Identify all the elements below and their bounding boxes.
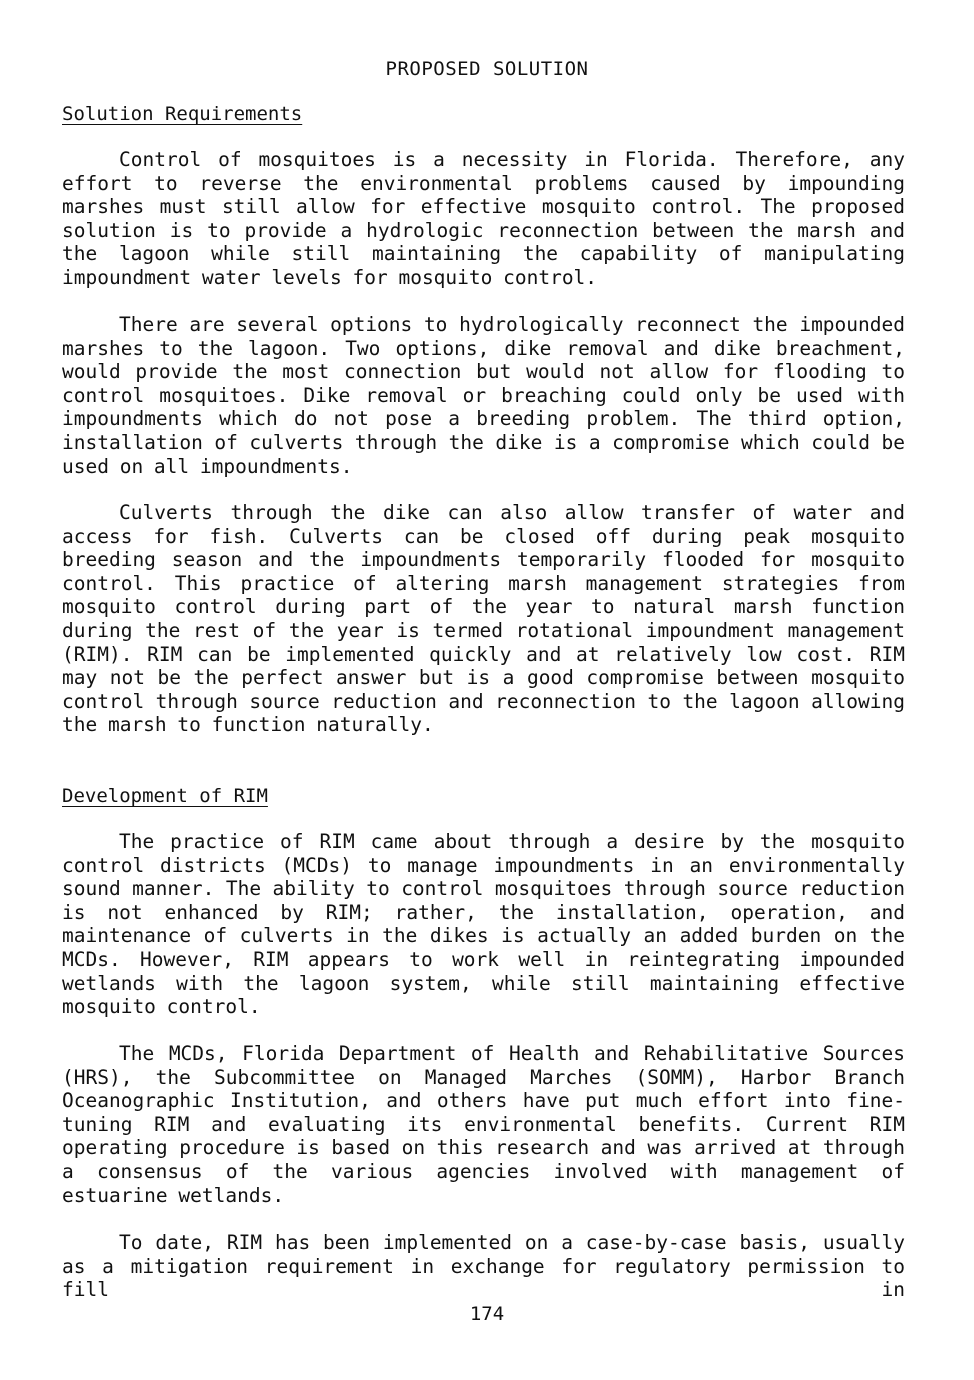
section-heading-solution-requirements: Solution Requirements <box>62 103 303 125</box>
page-title: PROPOSED SOLUTION <box>385 58 589 80</box>
paragraph: The practice of RIM came about through a desire by the mosquito control districts (MCDs) to manage impoundments in an environmentally sound manner. The ability to control mosquitoes through source reduction is not enhanced by RIM; rather, the installation, operation, and maintenance of culverts in the dikes is actually an added burden on the MCDs. However, RIM appears to work well in reintegrating impounded wetlands with the lagoon system, while still maintaining effective mosquito control. <box>62 830 905 1019</box>
page-number: 174 <box>469 1303 505 1325</box>
paragraph: Culverts through the dike can also allow transfer of water and access for fish. Culverts can be closed off during peak mosquito breeding season and the impoundments temporarily flooded for mosquito control. This practice of altering marsh management strategies from mosquito control during part of the year to natural marsh function during the rest of the year is termed rotational impoundment management (RIM). RIM can be implemented quickly and at relatively low cost. RIM may not be the perfect answer but is a good compromise between mosquito control through source reduction and reconnection to the lagoon allowing the marsh to function naturally. <box>62 501 905 737</box>
paragraph: There are several options to hydrologically reconnect the impounded marshes to the lagoon. Two options, dike removal and dike breachment, would provide the most connection but would not allow for flooding to control mosquitoes. Dike removal or breaching could only be used with impoundments which do not pose a breeding problem. The third option, installation of culverts through the dike is a compromise which could be used on all impoundments. <box>62 313 905 478</box>
paragraph: The MCDs, Florida Department of Health and Rehabilitative Sources (HRS), the Subcommittee on Managed Marches (SOMM), Harbor Branch Oceanographic Institution, and others have put much effort into fine-tuning RIM and evaluating its environmental benefits. Current RIM operating procedure is based on this research and was arrived at through a consensus of the various agencies involved with management of estuarine wetlands. <box>62 1042 905 1207</box>
paragraph: To date, RIM has been implemented on a case-by-case basis, usually as a mitigation requirement in exchange for regulatory permission to fill in <box>62 1231 905 1302</box>
paragraph: Control of mosquitoes is a necessity in Florida. Therefore, any effort to reverse the environmental problems caused by impounding marshes must still allow for effective mosquito control. The proposed solution is to provide a hydrologic reconnection between the marsh and the lagoon while still maintaining the capability of manipulating impoundment water levels for mosquito control. <box>62 148 905 289</box>
section-heading-development-of-rim: Development of RIM <box>62 785 268 807</box>
